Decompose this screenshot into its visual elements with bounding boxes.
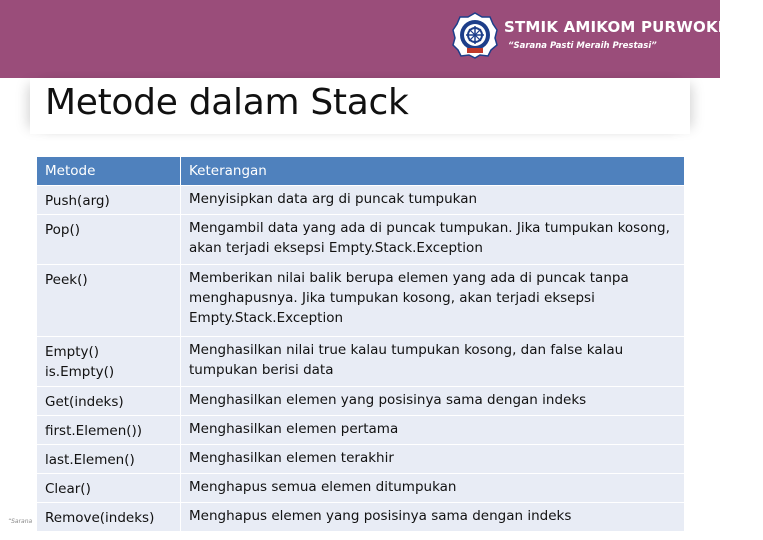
- description-cell: Menghasilkan elemen terakhir: [181, 445, 685, 474]
- description-cell: Menyisipkan data arg di puncak tumpukan: [181, 186, 685, 215]
- description-cell: Menghapus elemen yang posisinya sama dengan indeks: [181, 503, 685, 532]
- description-cell: Mengambil data yang ada di puncak tumpukan. Jika tumpukan kosong, akan terjadi eksepsi Empty.Stack.Exception: [181, 215, 685, 265]
- table-row: [37, 337, 685, 387]
- table-row: [37, 387, 685, 416]
- description-cell: Menghapus semua elemen ditumpukan: [181, 474, 685, 503]
- column-header-method: Metode: [37, 157, 181, 186]
- table-row: [37, 186, 685, 215]
- column-header-description: Keterangan: [181, 157, 685, 186]
- methods-table: [36, 156, 685, 532]
- method-cell: first.Elemen()): [37, 416, 181, 445]
- method-cell: Peek(): [37, 265, 181, 337]
- method-cell: last.Elemen(): [37, 445, 181, 474]
- table-row: [37, 474, 685, 503]
- method-cell: Get(indeks): [37, 387, 181, 416]
- footer-watermark: “Sarana: [8, 518, 33, 525]
- method-cell: Pop(): [37, 215, 181, 265]
- table-row: [37, 503, 685, 532]
- brand-name: STMIK AMIKOM PURWOKERTO: [504, 18, 763, 36]
- table-row: [37, 416, 685, 445]
- brand-slogan: “Sarana Pasti Meraih Prestasi”: [508, 41, 657, 51]
- table-row: [37, 265, 685, 337]
- seal-icon: [452, 12, 498, 58]
- description-cell: Menghasilkan elemen yang posisinya sama dengan indeks: [181, 387, 685, 416]
- description-cell: Menghasilkan nilai true kalau tumpukan kosong, dan false kalau tumpukan berisi data: [181, 337, 685, 387]
- method-cell: Empty() is.Empty(): [37, 337, 181, 387]
- table-row: [37, 215, 685, 265]
- method-cell: Remove(indeks): [37, 503, 181, 532]
- institution-logo: [452, 12, 763, 62]
- method-cell: Push(arg): [37, 186, 181, 215]
- method-cell: Clear(): [37, 474, 181, 503]
- description-cell: Menghasilkan elemen pertama: [181, 416, 685, 445]
- page-title: Metode dalam Stack: [45, 82, 409, 123]
- description-cell: Memberikan nilai balik berupa elemen yang ada di puncak tanpa menghapusnya. Jika tumpukan kosong, akan terjadi eksepsi Empty.Stack.Exception: [181, 265, 685, 337]
- table-row: [37, 445, 685, 474]
- table-header-row: [37, 157, 685, 186]
